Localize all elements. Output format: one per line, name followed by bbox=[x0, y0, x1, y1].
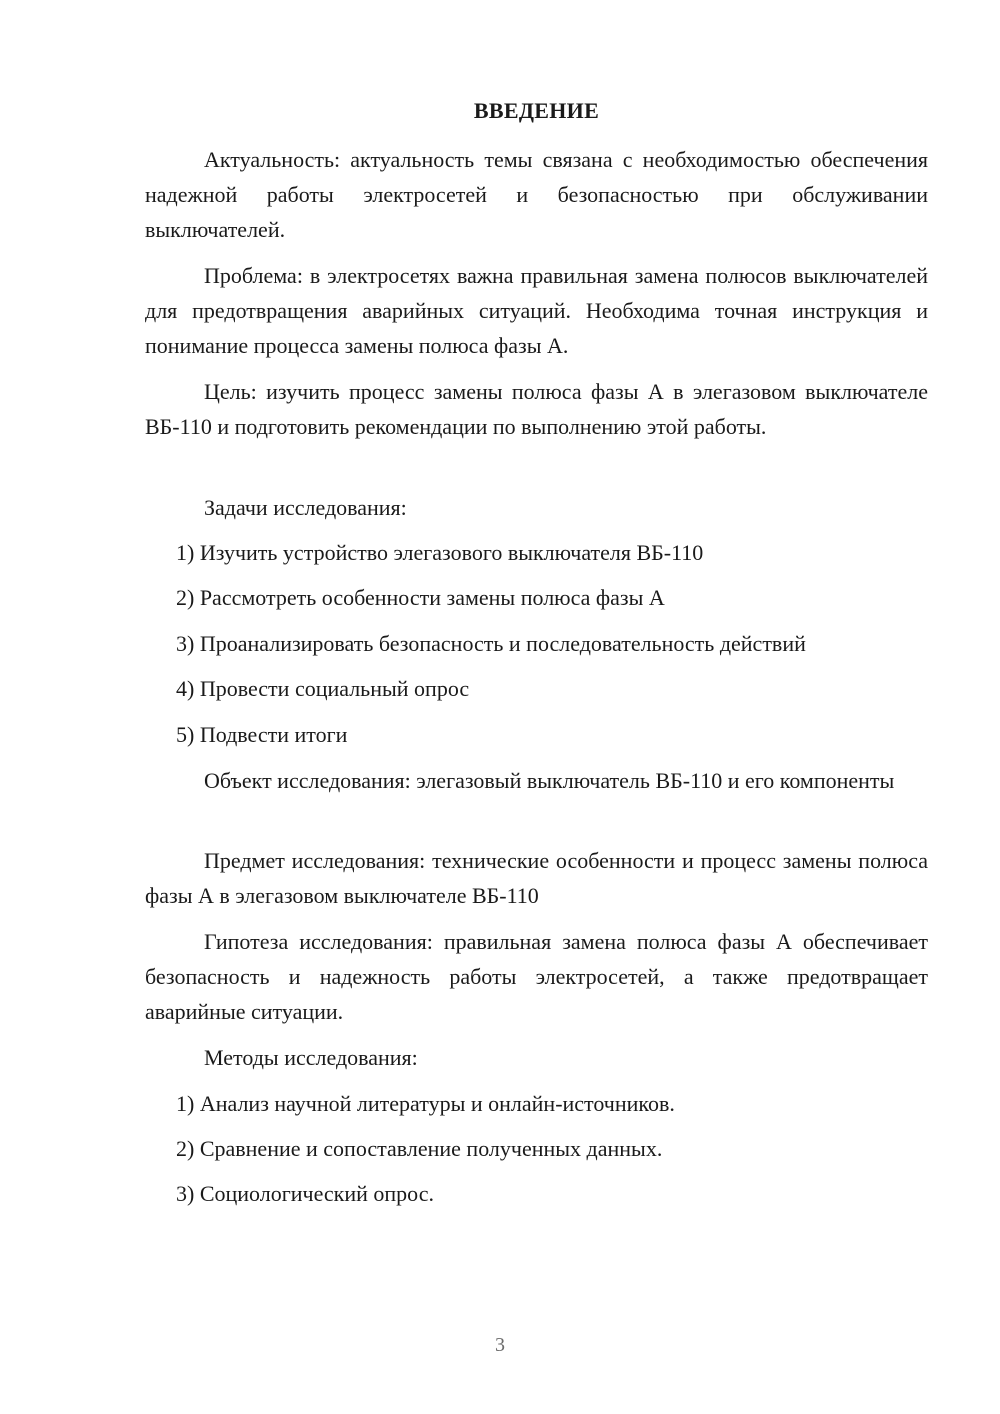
task-item-1: 1) Изучить устройство элегазового выключателя ВБ-110 bbox=[176, 540, 704, 565]
method-item-3: 3) Социологический опрос. bbox=[176, 1181, 434, 1206]
method-item-1: 1) Анализ научной литературы и онлайн-источников. bbox=[176, 1091, 675, 1116]
paragraph-problem: Проблема: в электросетях важна правильная замена полюсов выключателей для предотвращения аварийных ситуаций. Необходима точная инструкция и понимание процесса замены полюса фазы А. bbox=[145, 263, 928, 358]
document-page bbox=[145, 0, 928, 1414]
page-number: 3 bbox=[495, 1334, 505, 1356]
task-item-2: 2) Рассмотреть особенности замены полюса фазы А bbox=[176, 585, 665, 610]
task-item-3: 3) Проанализировать безопасность и последовательность действий bbox=[176, 631, 806, 656]
paragraph-hypothesis: Гипотеза исследования: правильная замена полюса фазы А обеспечивает безопасность и надежность работы электросетей, а также предотвращает аварийные ситуации. bbox=[145, 929, 928, 1024]
paragraph-relevance: Актуальность: актуальность темы связана с необходимостью обеспечения надежной работы электросетей и безопасностью при обслуживании выключателей. bbox=[145, 147, 928, 242]
paragraph-goal: Цель: изучить процесс замены полюса фазы А в элегазовом выключателе ВБ-110 и подготовить рекомендации по выполнению этой работы. bbox=[145, 379, 928, 439]
method-item-2: 2) Сравнение и сопоставление полученных данных. bbox=[176, 1136, 663, 1161]
paragraph-subject: Предмет исследования: технические особенности и процесс замены полюса фазы А в элегазовом выключателе ВБ-110 bbox=[145, 848, 928, 908]
methods-title: Методы исследования: bbox=[204, 1045, 418, 1070]
task-item-5: 5) Подвести итоги bbox=[176, 722, 348, 747]
paragraph-object: Объект исследования: элегазовый выключатель ВБ-110 и его компоненты bbox=[204, 768, 895, 793]
task-item-4: 4) Провести социальный опрос bbox=[176, 676, 470, 701]
tasks-title: Задачи исследования: bbox=[204, 495, 407, 520]
section-heading: ВВЕДЕНИЕ bbox=[473, 98, 600, 123]
